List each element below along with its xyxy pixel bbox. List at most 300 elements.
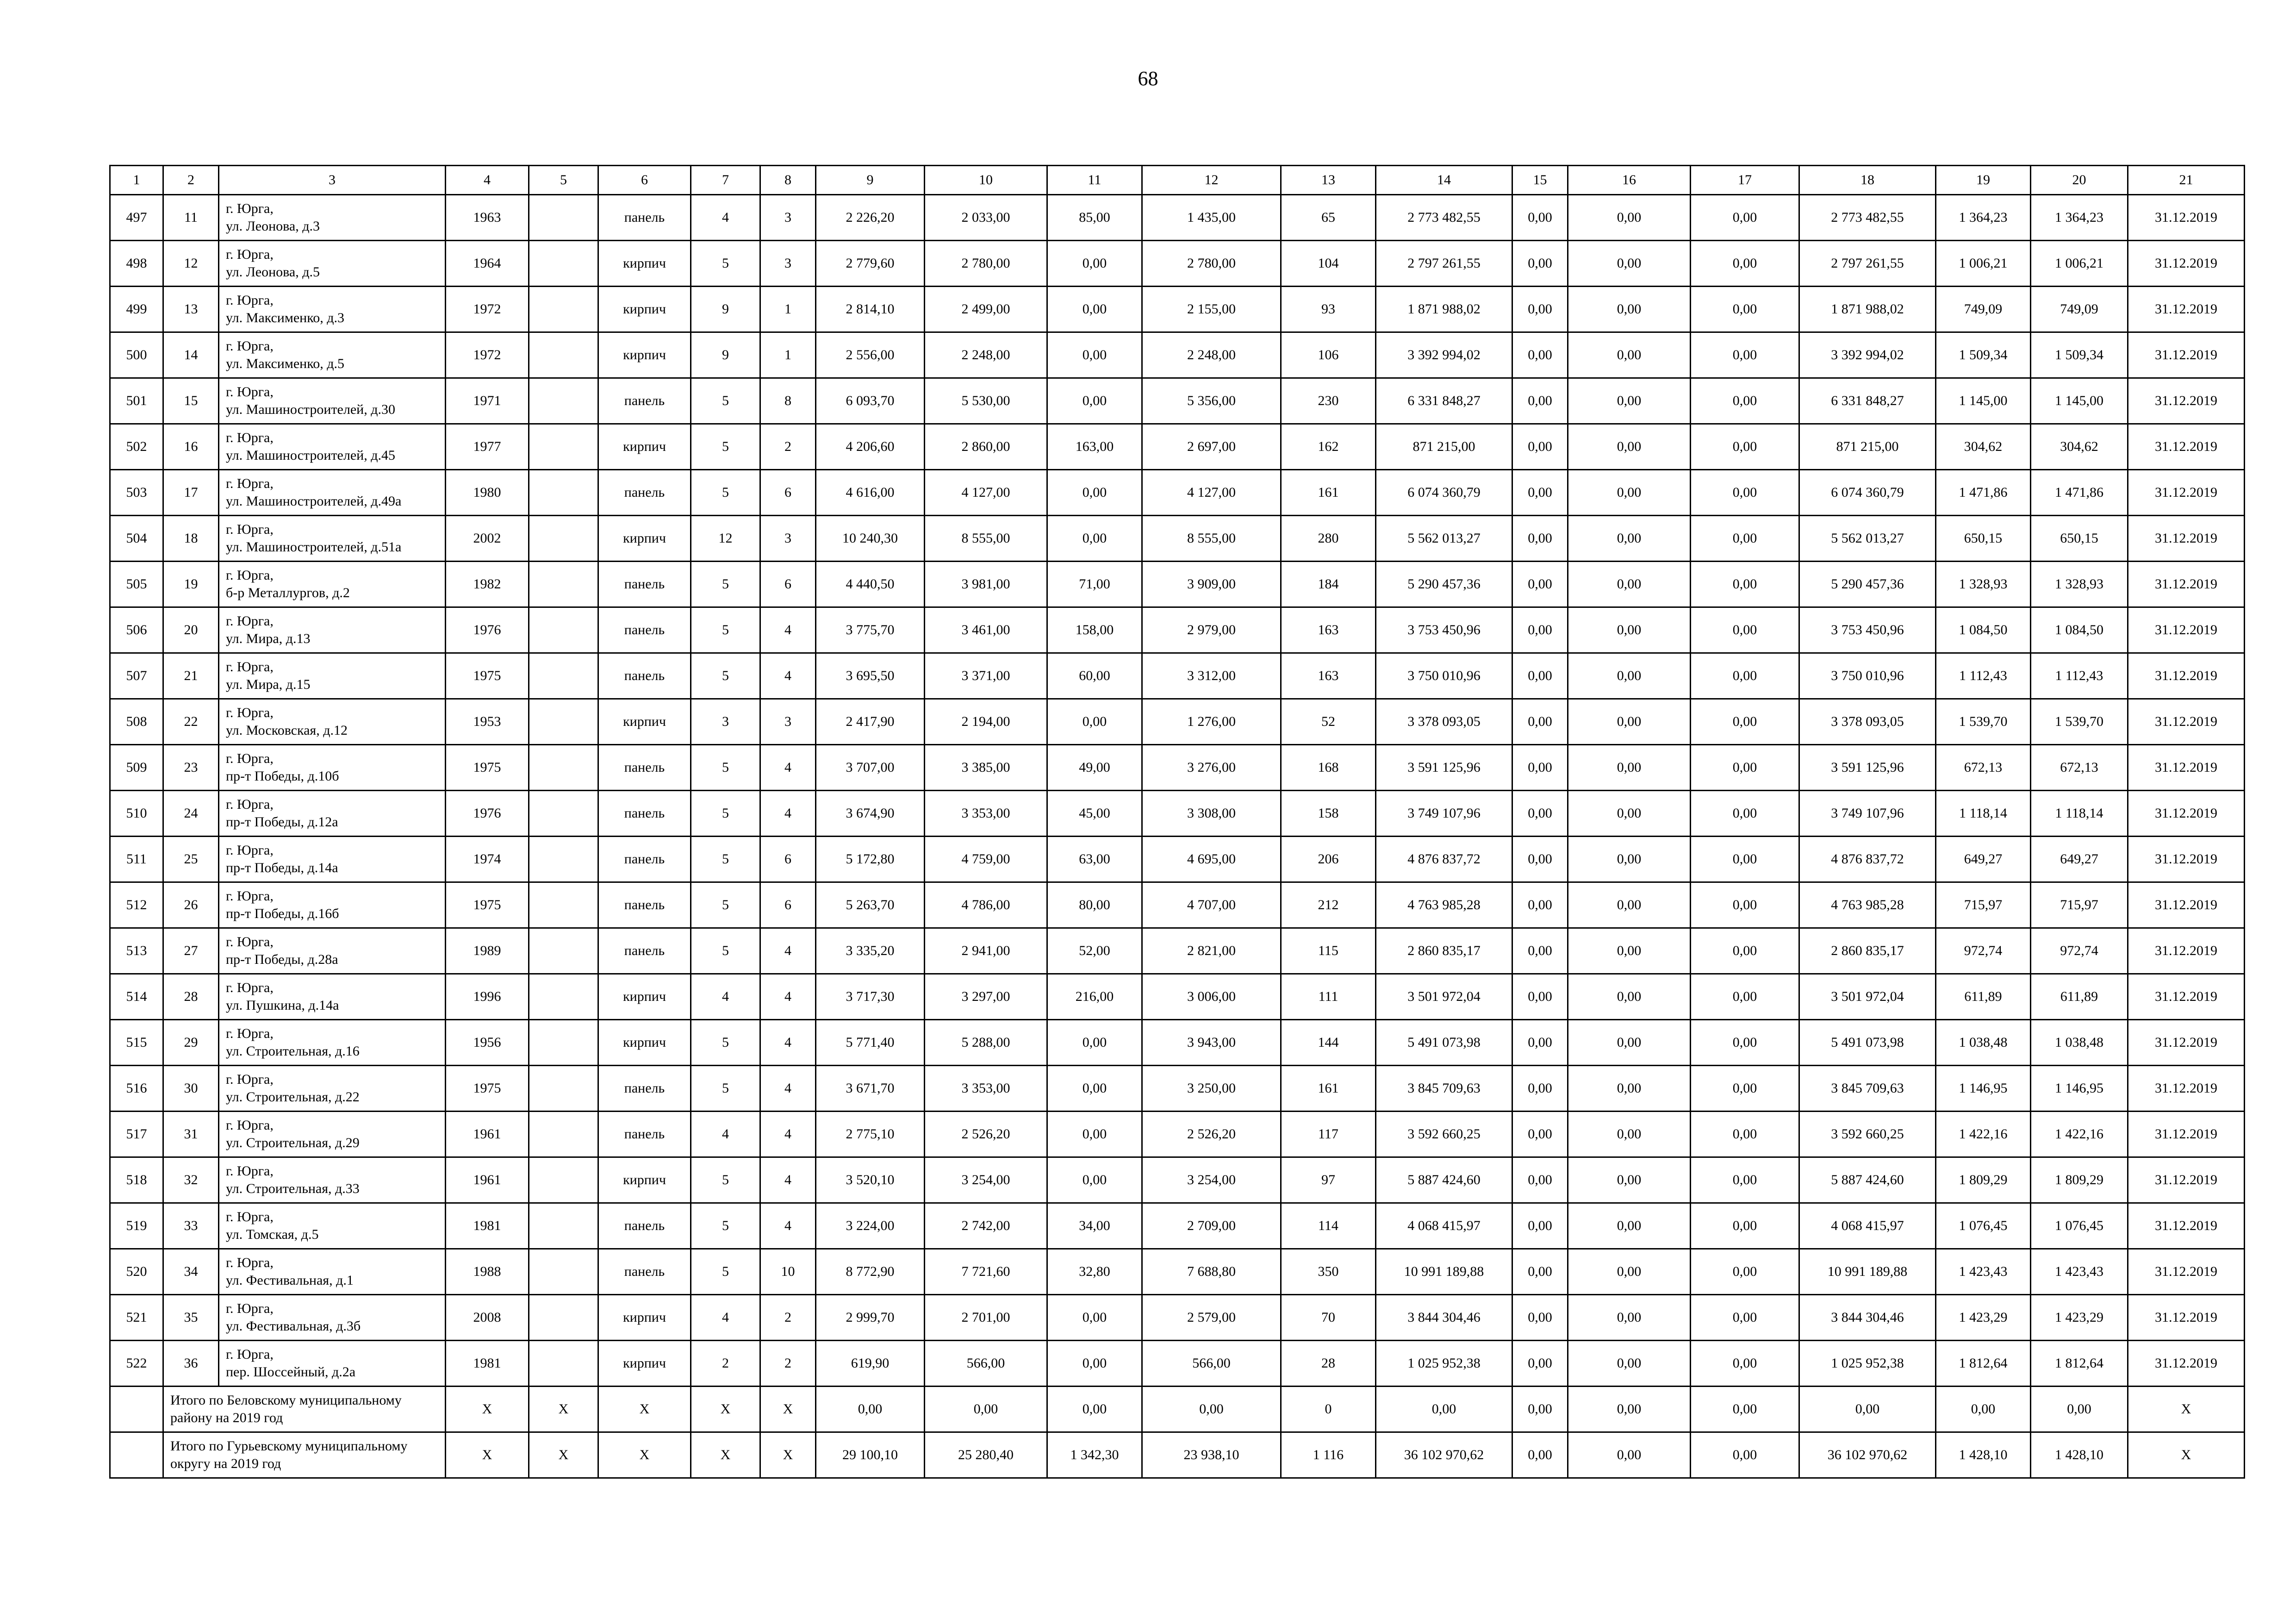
cell-c19: 972,74 — [1936, 928, 2031, 974]
address-city: г. Юрга, — [226, 1301, 274, 1316]
total-cell-c12: 23 938,10 — [1142, 1432, 1281, 1478]
cell-c19: 1 006,21 — [1936, 241, 2031, 287]
cell-c1: 513 — [110, 928, 163, 974]
address-street: ул. Леонова, д.5 — [226, 264, 320, 280]
address-city: г. Юрга, — [226, 1072, 274, 1087]
cell-c12: 2 697,00 — [1142, 424, 1281, 470]
cell-c18: 5 887 424,60 — [1799, 1157, 1936, 1203]
cell-c21: 31.12.2019 — [2128, 241, 2245, 287]
cell-c17: 0,00 — [1691, 1112, 1799, 1157]
cell-c14: 3 378 093,05 — [1376, 699, 1512, 745]
cell-c13: 70 — [1281, 1295, 1376, 1341]
cell-c16: 0,00 — [1568, 791, 1691, 837]
cell-c11: 80,00 — [1047, 882, 1142, 928]
table-row — [110, 1066, 2245, 1112]
table-row — [110, 1203, 2245, 1249]
cell-c5 — [529, 1295, 598, 1341]
cell-c9: 3 520,10 — [816, 1157, 925, 1203]
cell-c10: 5 288,00 — [925, 1020, 1047, 1066]
cell-c8: 4 — [760, 1112, 816, 1157]
cell-c9: 2 999,70 — [816, 1295, 925, 1341]
cell-c21: 31.12.2019 — [2128, 424, 2245, 470]
cell-c11: 0,00 — [1047, 1157, 1142, 1203]
cell-c18: 3 749 107,96 — [1799, 791, 1936, 837]
cell-c16: 0,00 — [1568, 562, 1691, 607]
cell-c7: 5 — [691, 1157, 760, 1203]
cell-c4: 1989 — [446, 928, 529, 974]
cell-c9: 3 707,00 — [816, 745, 925, 791]
cell-c6: панель — [598, 1249, 691, 1295]
cell-c5 — [529, 562, 598, 607]
cell-c21: 31.12.2019 — [2128, 1157, 2245, 1203]
cell-c11: 60,00 — [1047, 653, 1142, 699]
cell-c14: 2 797 261,55 — [1376, 241, 1512, 287]
cell-c14: 4 876 837,72 — [1376, 837, 1512, 882]
cell-c1: 516 — [110, 1066, 163, 1112]
cell-c5 — [529, 378, 598, 424]
cell-c8: 8 — [760, 378, 816, 424]
cell-c20: 1 084,50 — [2031, 607, 2128, 653]
cell-c1: 501 — [110, 378, 163, 424]
cell-c13: 230 — [1281, 378, 1376, 424]
cell-c11: 32,80 — [1047, 1249, 1142, 1295]
cell-c1: 519 — [110, 1203, 163, 1249]
cell-c12: 4 127,00 — [1142, 470, 1281, 516]
cell-c9: 6 093,70 — [816, 378, 925, 424]
cell-c13: 212 — [1281, 882, 1376, 928]
cell-c4: 1964 — [446, 241, 529, 287]
cell-c15: 0,00 — [1512, 287, 1568, 332]
cell-c20: 715,97 — [2031, 882, 2128, 928]
address-cell — [219, 287, 446, 332]
cell-c9: 8 772,90 — [816, 1249, 925, 1295]
cell-c5 — [529, 195, 598, 241]
cell-c7: 9 — [691, 287, 760, 332]
cell-c20: 1 038,48 — [2031, 1020, 2128, 1066]
total-blank-cell — [110, 1387, 163, 1432]
column-number-header: 17 — [1691, 166, 1799, 195]
address-cell — [219, 195, 446, 241]
cell-c20: 1 422,16 — [2031, 1112, 2128, 1157]
address-street: пр-т Победы, д.14а — [226, 860, 338, 875]
table-row — [110, 1249, 2245, 1295]
cell-c2: 30 — [163, 1066, 219, 1112]
cell-c13: 184 — [1281, 562, 1376, 607]
cell-c18: 4 876 837,72 — [1799, 837, 1936, 882]
cell-c6: кирпич — [598, 1341, 691, 1387]
cell-c15: 0,00 — [1512, 653, 1568, 699]
cell-c21: 31.12.2019 — [2128, 195, 2245, 241]
table-row — [110, 882, 2245, 928]
cell-c6: кирпич — [598, 241, 691, 287]
cell-c14: 3 501 972,04 — [1376, 974, 1512, 1020]
cell-c7: 5 — [691, 1203, 760, 1249]
column-number-header: 20 — [2031, 166, 2128, 195]
cell-c6: панель — [598, 882, 691, 928]
cell-c17: 0,00 — [1691, 1295, 1799, 1341]
cell-c16: 0,00 — [1568, 1112, 1691, 1157]
cell-c2: 12 — [163, 241, 219, 287]
cell-c5 — [529, 516, 598, 562]
total-cell-c10: 0,00 — [925, 1387, 1047, 1432]
cell-c9: 2 226,20 — [816, 195, 925, 241]
address-street: пр-т Победы, д.28а — [226, 952, 338, 967]
cell-c8: 4 — [760, 607, 816, 653]
table-row — [110, 653, 2245, 699]
cell-c7: 3 — [691, 699, 760, 745]
address-street: пер. Шоссейный, д.2а — [226, 1364, 356, 1380]
cell-c14: 5 562 013,27 — [1376, 516, 1512, 562]
cell-c17: 0,00 — [1691, 1341, 1799, 1387]
cell-c15: 0,00 — [1512, 1020, 1568, 1066]
cell-c17: 0,00 — [1691, 653, 1799, 699]
cell-c2: 34 — [163, 1249, 219, 1295]
cell-c19: 1 145,00 — [1936, 378, 2031, 424]
cell-c18: 1 025 952,38 — [1799, 1341, 1936, 1387]
cell-c10: 2 941,00 — [925, 928, 1047, 974]
address-cell — [219, 745, 446, 791]
cell-c12: 566,00 — [1142, 1341, 1281, 1387]
cell-c18: 3 392 994,02 — [1799, 332, 1936, 378]
cell-c21: 31.12.2019 — [2128, 791, 2245, 837]
cell-c19: 304,62 — [1936, 424, 2031, 470]
cell-c21: 31.12.2019 — [2128, 699, 2245, 745]
cell-c21: 31.12.2019 — [2128, 1020, 2245, 1066]
cell-c13: 115 — [1281, 928, 1376, 974]
cell-c18: 4 068 415,97 — [1799, 1203, 1936, 1249]
address-cell — [219, 516, 446, 562]
cell-c19: 1 076,45 — [1936, 1203, 2031, 1249]
cell-c15: 0,00 — [1512, 470, 1568, 516]
cell-c14: 3 392 994,02 — [1376, 332, 1512, 378]
cell-c9: 3 775,70 — [816, 607, 925, 653]
address-cell — [219, 699, 446, 745]
cell-c13: 93 — [1281, 287, 1376, 332]
cell-c5 — [529, 287, 598, 332]
cell-c18: 2 773 482,55 — [1799, 195, 1936, 241]
cell-c7: 2 — [691, 1341, 760, 1387]
cell-c6: кирпич — [598, 1020, 691, 1066]
cell-c9: 3 717,30 — [816, 974, 925, 1020]
cell-c15: 0,00 — [1512, 516, 1568, 562]
cell-c9: 2 814,10 — [816, 287, 925, 332]
address-cell — [219, 928, 446, 974]
cell-c21: 31.12.2019 — [2128, 745, 2245, 791]
cell-c11: 158,00 — [1047, 607, 1142, 653]
total-cell-c12: 0,00 — [1142, 1387, 1281, 1432]
cell-c13: 28 — [1281, 1341, 1376, 1387]
cell-c10: 2 499,00 — [925, 287, 1047, 332]
cell-c5 — [529, 607, 598, 653]
cell-c17: 0,00 — [1691, 1249, 1799, 1295]
cell-c10: 3 371,00 — [925, 653, 1047, 699]
total-row — [110, 1387, 2245, 1432]
cell-c15: 0,00 — [1512, 745, 1568, 791]
address-cell — [219, 837, 446, 882]
total-cell-c18: 36 102 970,62 — [1799, 1432, 1936, 1478]
cell-c21: 31.12.2019 — [2128, 974, 2245, 1020]
address-cell — [219, 1249, 446, 1295]
cell-c4: 1953 — [446, 699, 529, 745]
cell-c1: 521 — [110, 1295, 163, 1341]
address-cell — [219, 974, 446, 1020]
cell-c21: 31.12.2019 — [2128, 837, 2245, 882]
cell-c16: 0,00 — [1568, 1295, 1691, 1341]
table-row — [110, 1020, 2245, 1066]
cell-c19: 1 509,34 — [1936, 332, 2031, 378]
cell-c13: 117 — [1281, 1112, 1376, 1157]
cell-c6: панель — [598, 1066, 691, 1112]
cell-c6: панель — [598, 745, 691, 791]
address-city: г. Юрга, — [226, 476, 274, 491]
cell-c5 — [529, 791, 598, 837]
cell-c11: 0,00 — [1047, 1066, 1142, 1112]
total-cell-c17: 0,00 — [1691, 1387, 1799, 1432]
cell-c6: панель — [598, 928, 691, 974]
table-row — [110, 745, 2245, 791]
address-street: ул. Машиностроителей, д.51а — [226, 539, 402, 555]
cell-c17: 0,00 — [1691, 607, 1799, 653]
cell-c4: 1980 — [446, 470, 529, 516]
column-number-header: 2 — [163, 166, 219, 195]
cell-c19: 672,13 — [1936, 745, 2031, 791]
cell-c10: 3 385,00 — [925, 745, 1047, 791]
cell-c16: 0,00 — [1568, 1157, 1691, 1203]
cell-c21: 31.12.2019 — [2128, 1112, 2245, 1157]
cell-c6: панель — [598, 195, 691, 241]
cell-c15: 0,00 — [1512, 928, 1568, 974]
cell-c20: 1 509,34 — [2031, 332, 2128, 378]
cell-c2: 17 — [163, 470, 219, 516]
total-cell-c13: 1 116 — [1281, 1432, 1376, 1478]
cell-c21: 31.12.2019 — [2128, 1341, 2245, 1387]
cell-c13: 144 — [1281, 1020, 1376, 1066]
address-city: г. Юрга, — [226, 888, 274, 904]
table-row — [110, 424, 2245, 470]
cell-c2: 26 — [163, 882, 219, 928]
cell-c17: 0,00 — [1691, 241, 1799, 287]
cell-c15: 0,00 — [1512, 607, 1568, 653]
cell-c11: 0,00 — [1047, 1341, 1142, 1387]
cell-c11: 0,00 — [1047, 287, 1142, 332]
cell-c2: 18 — [163, 516, 219, 562]
cell-c14: 6 331 848,27 — [1376, 378, 1512, 424]
cell-c4: 1972 — [446, 332, 529, 378]
cell-c15: 0,00 — [1512, 562, 1568, 607]
cell-c11: 85,00 — [1047, 195, 1142, 241]
cell-c20: 672,13 — [2031, 745, 2128, 791]
cell-c19: 1 423,43 — [1936, 1249, 2031, 1295]
table-row — [110, 699, 2245, 745]
cell-c17: 0,00 — [1691, 745, 1799, 791]
cell-c15: 0,00 — [1512, 699, 1568, 745]
cell-c21: 31.12.2019 — [2128, 653, 2245, 699]
cell-c20: 1 423,43 — [2031, 1249, 2128, 1295]
cell-c20: 1 539,70 — [2031, 699, 2128, 745]
address-city: г. Юрга, — [226, 1163, 274, 1179]
total-label: Итого по Беловскому муниципальному району на 2019 год — [163, 1387, 446, 1432]
cell-c14: 3 749 107,96 — [1376, 791, 1512, 837]
cell-c17: 0,00 — [1691, 195, 1799, 241]
total-cell-c14: 36 102 970,62 — [1376, 1432, 1512, 1478]
cell-c2: 24 — [163, 791, 219, 837]
cell-c16: 0,00 — [1568, 653, 1691, 699]
cell-c14: 4 763 985,28 — [1376, 882, 1512, 928]
cell-c18: 3 750 010,96 — [1799, 653, 1936, 699]
address-street: ул. Строительная, д.33 — [226, 1181, 360, 1196]
cell-c18: 4 763 985,28 — [1799, 882, 1936, 928]
address-city: г. Юрга, — [226, 705, 274, 720]
cell-c2: 22 — [163, 699, 219, 745]
cell-c17: 0,00 — [1691, 332, 1799, 378]
cell-c2: 33 — [163, 1203, 219, 1249]
cell-c7: 5 — [691, 882, 760, 928]
cell-c8: 4 — [760, 1157, 816, 1203]
cell-c16: 0,00 — [1568, 928, 1691, 974]
cell-c7: 4 — [691, 195, 760, 241]
cell-c9: 4 440,50 — [816, 562, 925, 607]
cell-c15: 0,00 — [1512, 974, 1568, 1020]
address-street: ул. Машиностроителей, д.30 — [226, 402, 395, 417]
address-cell — [219, 882, 446, 928]
cell-c16: 0,00 — [1568, 516, 1691, 562]
cell-c17: 0,00 — [1691, 1203, 1799, 1249]
cell-c14: 5 290 457,36 — [1376, 562, 1512, 607]
cell-c13: 104 — [1281, 241, 1376, 287]
cell-c11: 0,00 — [1047, 332, 1142, 378]
cell-c20: 1 112,43 — [2031, 653, 2128, 699]
column-number-header: 5 — [529, 166, 598, 195]
table-row — [110, 332, 2245, 378]
cell-c8: 6 — [760, 837, 816, 882]
address-street: ул. Строительная, д.22 — [226, 1089, 360, 1105]
cell-c16: 0,00 — [1568, 1249, 1691, 1295]
cell-c11: 0,00 — [1047, 1112, 1142, 1157]
cell-c6: кирпич — [598, 974, 691, 1020]
cell-c15: 0,00 — [1512, 1066, 1568, 1112]
cell-c8: 6 — [760, 562, 816, 607]
cell-c8: 6 — [760, 470, 816, 516]
cell-c6: панель — [598, 653, 691, 699]
cell-c20: 650,15 — [2031, 516, 2128, 562]
cell-c5 — [529, 699, 598, 745]
cell-c11: 0,00 — [1047, 1295, 1142, 1341]
cell-c4: 1956 — [446, 1020, 529, 1066]
cell-c6: кирпич — [598, 287, 691, 332]
cell-c1: 510 — [110, 791, 163, 837]
cell-c6: панель — [598, 470, 691, 516]
address-city: г. Юрга, — [226, 613, 274, 629]
table-row — [110, 195, 2245, 241]
cell-c17: 0,00 — [1691, 1157, 1799, 1203]
cell-c17: 0,00 — [1691, 928, 1799, 974]
total-cell-c15: 0,00 — [1512, 1387, 1568, 1432]
column-number-header: 3 — [219, 166, 446, 195]
cell-c6: кирпич — [598, 424, 691, 470]
cell-c6: панель — [598, 1112, 691, 1157]
cell-c1: 514 — [110, 974, 163, 1020]
cell-c5 — [529, 424, 598, 470]
cell-c13: 114 — [1281, 1203, 1376, 1249]
cell-c18: 1 871 988,02 — [1799, 287, 1936, 332]
cell-c17: 0,00 — [1691, 1066, 1799, 1112]
cell-c11: 0,00 — [1047, 516, 1142, 562]
cell-c19: 1 118,14 — [1936, 791, 2031, 837]
cell-c21: 31.12.2019 — [2128, 332, 2245, 378]
address-street: пр-т Победы, д.12а — [226, 814, 338, 830]
address-city: г. Юрга, — [226, 797, 274, 812]
cell-c20: 972,74 — [2031, 928, 2128, 974]
cell-c4: 2002 — [446, 516, 529, 562]
column-number-header: 9 — [816, 166, 925, 195]
cell-c10: 2 860,00 — [925, 424, 1047, 470]
address-street: ул. Томская, д.5 — [226, 1227, 319, 1242]
cell-c17: 0,00 — [1691, 287, 1799, 332]
cell-c16: 0,00 — [1568, 332, 1691, 378]
cell-c11: 0,00 — [1047, 470, 1142, 516]
total-cell-c10: 25 280,40 — [925, 1432, 1047, 1478]
cell-c5 — [529, 928, 598, 974]
cell-c2: 15 — [163, 378, 219, 424]
cell-c20: 1 471,86 — [2031, 470, 2128, 516]
cell-c16: 0,00 — [1568, 287, 1691, 332]
cell-c12: 7 688,80 — [1142, 1249, 1281, 1295]
column-number-header: 13 — [1281, 166, 1376, 195]
cell-c4: 1976 — [446, 791, 529, 837]
address-street: ул. Фестивальная, д.3б — [226, 1318, 361, 1334]
cell-c17: 0,00 — [1691, 378, 1799, 424]
address-city: г. Юрга, — [226, 201, 274, 216]
cell-c2: 25 — [163, 837, 219, 882]
table-row — [110, 1341, 2245, 1387]
cell-c20: 1 328,93 — [2031, 562, 2128, 607]
address-city: г. Юрга, — [226, 1026, 274, 1041]
cell-c13: 280 — [1281, 516, 1376, 562]
cell-c1: 509 — [110, 745, 163, 791]
cell-c14: 3 845 709,63 — [1376, 1066, 1512, 1112]
cell-c7: 4 — [691, 1112, 760, 1157]
cell-c1: 503 — [110, 470, 163, 516]
cell-c4: 1981 — [446, 1341, 529, 1387]
address-cell — [219, 607, 446, 653]
column-number-row — [110, 166, 2245, 195]
cell-c1: 512 — [110, 882, 163, 928]
cell-c18: 3 591 125,96 — [1799, 745, 1936, 791]
total-cell-c8: Х — [760, 1387, 816, 1432]
cell-c10: 3 254,00 — [925, 1157, 1047, 1203]
cell-c9: 5 172,80 — [816, 837, 925, 882]
cell-c15: 0,00 — [1512, 1112, 1568, 1157]
cell-c6: кирпич — [598, 699, 691, 745]
cell-c1: 497 — [110, 195, 163, 241]
cell-c19: 1 084,50 — [1936, 607, 2031, 653]
cell-c13: 158 — [1281, 791, 1376, 837]
cell-c15: 0,00 — [1512, 241, 1568, 287]
cell-c11: 34,00 — [1047, 1203, 1142, 1249]
cell-c12: 5 356,00 — [1142, 378, 1281, 424]
total-row — [110, 1432, 2245, 1478]
cell-c18: 3 753 450,96 — [1799, 607, 1936, 653]
cell-c10: 4 127,00 — [925, 470, 1047, 516]
address-street: ул. Машиностроителей, д.45 — [226, 448, 395, 463]
address-cell — [219, 1341, 446, 1387]
cell-c13: 111 — [1281, 974, 1376, 1020]
address-street: ул. Машиностроителей, д.49а — [226, 493, 402, 509]
cell-c15: 0,00 — [1512, 791, 1568, 837]
cell-c9: 3 224,00 — [816, 1203, 925, 1249]
cell-c1: 500 — [110, 332, 163, 378]
cell-c9: 5 771,40 — [816, 1020, 925, 1066]
